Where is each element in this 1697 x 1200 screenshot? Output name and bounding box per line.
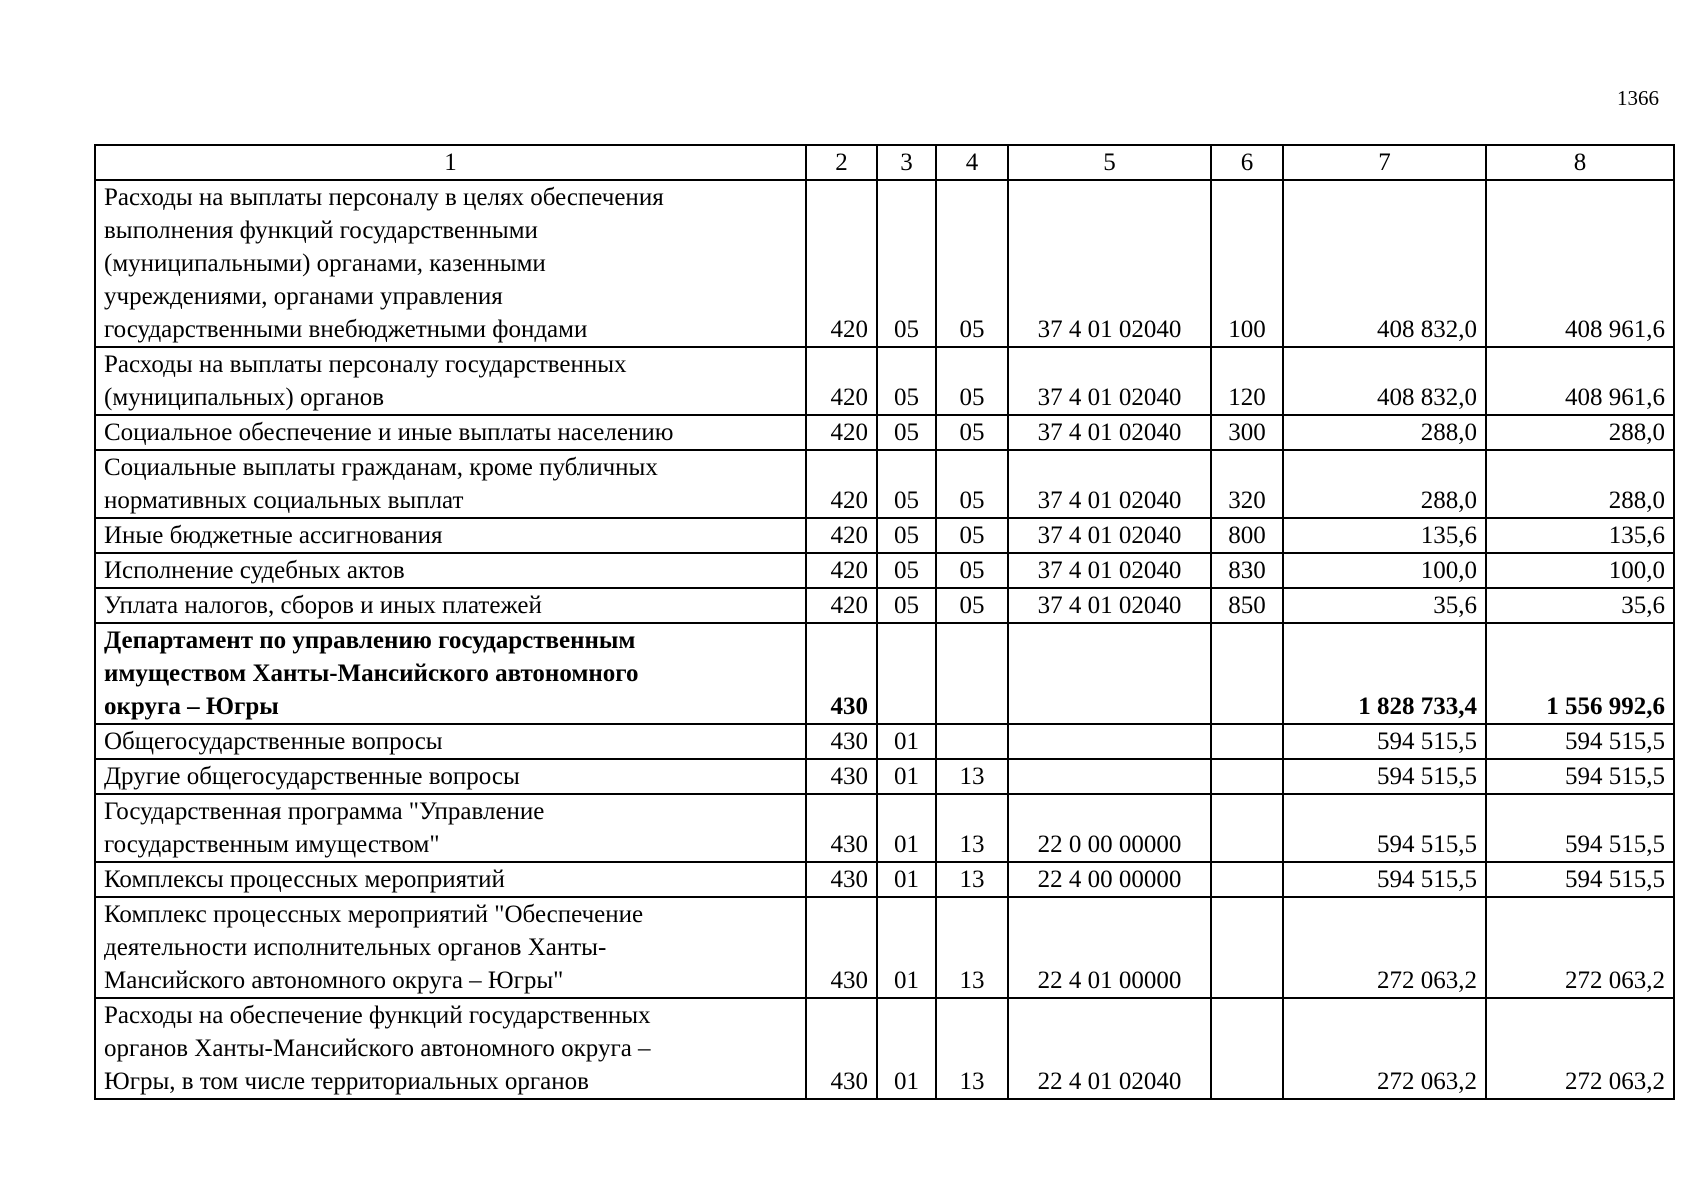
- amount-year1-cell: 594 515,5: [1283, 759, 1486, 794]
- subsection-cell: [936, 724, 1008, 759]
- amount-year2-cell: 272 063,2: [1486, 897, 1674, 998]
- subsection-cell: 05: [936, 347, 1008, 415]
- amount-year1-cell: 35,6: [1283, 588, 1486, 623]
- amount-year2-cell: 594 515,5: [1486, 862, 1674, 897]
- expense-type-cell: [1211, 794, 1283, 862]
- admin-code-cell: 420: [806, 588, 877, 623]
- table-row: [95, 180, 1674, 347]
- item-name-cell: [95, 347, 806, 415]
- subsection-cell: 13: [936, 998, 1008, 1099]
- admin-code-cell: 430: [806, 897, 877, 998]
- item-name-cell: [95, 998, 806, 1099]
- amount-year1-cell: 594 515,5: [1283, 794, 1486, 862]
- item-name-cell: [95, 724, 806, 759]
- item-name-line: имуществом Ханты-Мансийского автономного: [104, 660, 639, 687]
- subsection-cell: [936, 623, 1008, 724]
- section-cell: 05: [877, 518, 936, 553]
- target-article-cell: 22 4 01 02040: [1008, 998, 1211, 1099]
- expense-type-cell: 120: [1211, 347, 1283, 415]
- item-name-cell: [95, 897, 806, 998]
- section-cell: 05: [877, 450, 936, 518]
- expense-type-cell: 830: [1211, 553, 1283, 588]
- table-row: [95, 588, 1674, 623]
- admin-code-cell: 420: [806, 347, 877, 415]
- item-name-line: Расходы на обеспечение функций государственных: [104, 1002, 651, 1029]
- target-article-cell: [1008, 759, 1211, 794]
- item-name-line: органов Ханты-Мансийского автономного округа –: [104, 1035, 651, 1062]
- admin-code-cell: 420: [806, 518, 877, 553]
- item-name-line: округа – Югры: [104, 693, 279, 720]
- subsection-cell: 05: [936, 415, 1008, 450]
- section-cell: 05: [877, 553, 936, 588]
- amount-year2-cell: 594 515,5: [1486, 724, 1674, 759]
- amount-year2-cell: 35,6: [1486, 588, 1674, 623]
- item-name-line: деятельности исполнительных органов Ханты-: [104, 934, 607, 961]
- header-cell: 6: [1211, 145, 1283, 180]
- target-article-cell: [1008, 724, 1211, 759]
- expense-type-cell: [1211, 897, 1283, 998]
- amount-year1-cell: 135,6: [1283, 518, 1486, 553]
- item-name-cell: [95, 518, 806, 553]
- target-article-cell: 22 0 00 00000: [1008, 794, 1211, 862]
- expense-type-cell: [1211, 623, 1283, 724]
- section-cell: 01: [877, 862, 936, 897]
- amount-year1-cell: 1 828 733,4: [1283, 623, 1486, 724]
- amount-year1-cell: 100,0: [1283, 553, 1486, 588]
- expense-type-cell: [1211, 862, 1283, 897]
- section-cell: [877, 623, 936, 724]
- item-name-line: Государственная программа "Управление: [104, 798, 545, 825]
- target-article-cell: 22 4 00 00000: [1008, 862, 1211, 897]
- table-row: [95, 794, 1674, 862]
- table-row: [95, 347, 1674, 415]
- amount-year1-cell: 594 515,5: [1283, 724, 1486, 759]
- target-article-cell: 37 4 01 02040: [1008, 450, 1211, 518]
- table-row: [95, 623, 1674, 724]
- table-row: [95, 897, 1674, 998]
- amount-year2-cell: 408 961,6: [1486, 347, 1674, 415]
- expense-type-cell: 800: [1211, 518, 1283, 553]
- target-article-cell: 37 4 01 02040: [1008, 347, 1211, 415]
- item-name-line: Уплата налогов, сборов и иных платежей: [104, 592, 542, 619]
- target-article-cell: 37 4 01 02040: [1008, 180, 1211, 347]
- subsection-cell: 05: [936, 180, 1008, 347]
- admin-code-cell: 420: [806, 180, 877, 347]
- expense-type-cell: 100: [1211, 180, 1283, 347]
- table-row: [95, 862, 1674, 897]
- item-name-line: Другие общегосударственные вопросы: [104, 763, 520, 790]
- item-name-line: государственными внебюджетными фондами: [104, 316, 588, 343]
- amount-year2-cell: 1 556 992,6: [1486, 623, 1674, 724]
- expense-type-cell: [1211, 724, 1283, 759]
- item-name-line: (муниципальных) органов: [104, 384, 385, 411]
- table-row: [95, 450, 1674, 518]
- amount-year2-cell: 100,0: [1486, 553, 1674, 588]
- amount-year2-cell: 135,6: [1486, 518, 1674, 553]
- item-name-cell: [95, 623, 806, 724]
- table-row: [95, 415, 1674, 450]
- amount-year2-cell: 594 515,5: [1486, 794, 1674, 862]
- item-name-line: (муниципальными) органами, казенными: [104, 250, 546, 277]
- amount-year2-cell: 288,0: [1486, 450, 1674, 518]
- item-name-line: Комплексы процессных мероприятий: [104, 866, 505, 893]
- section-cell: 01: [877, 724, 936, 759]
- admin-code-cell: 420: [806, 450, 877, 518]
- header-cell: 7: [1283, 145, 1486, 180]
- item-name-line: государственным имуществом": [104, 831, 440, 858]
- header-cell: 8: [1486, 145, 1674, 180]
- item-name-line: Комплекс процессных мероприятий "Обеспечение: [104, 901, 644, 928]
- item-name-line: Социальные выплаты гражданам, кроме публичных: [104, 454, 658, 481]
- subsection-cell: 13: [936, 759, 1008, 794]
- expense-type-cell: [1211, 998, 1283, 1099]
- expense-type-cell: 850: [1211, 588, 1283, 623]
- table-row: [95, 724, 1674, 759]
- amount-year1-cell: 408 832,0: [1283, 180, 1486, 347]
- section-cell: 05: [877, 347, 936, 415]
- budget-table: [94, 144, 1675, 1100]
- target-article-cell: 37 4 01 02040: [1008, 415, 1211, 450]
- target-article-cell: 22 4 01 00000: [1008, 897, 1211, 998]
- expense-type-cell: 320: [1211, 450, 1283, 518]
- header-cell: 4: [936, 145, 1008, 180]
- item-name-line: Расходы на выплаты персоналу государственных: [104, 351, 627, 378]
- item-name-cell: [95, 794, 806, 862]
- section-cell: 05: [877, 180, 936, 347]
- subsection-cell: 13: [936, 862, 1008, 897]
- amount-year2-cell: 594 515,5: [1486, 759, 1674, 794]
- item-name-line: выполнения функций государственными: [104, 217, 538, 244]
- amount-year1-cell: 272 063,2: [1283, 897, 1486, 998]
- subsection-cell: 05: [936, 450, 1008, 518]
- admin-code-cell: 420: [806, 415, 877, 450]
- admin-code-cell: 430: [806, 623, 877, 724]
- item-name-cell: [95, 862, 806, 897]
- admin-code-cell: 430: [806, 794, 877, 862]
- item-name-cell: [95, 588, 806, 623]
- header-cell: 5: [1008, 145, 1211, 180]
- section-cell: 01: [877, 759, 936, 794]
- amount-year1-cell: 288,0: [1283, 450, 1486, 518]
- admin-code-cell: 430: [806, 862, 877, 897]
- header-cell: 3: [877, 145, 936, 180]
- item-name-line: Югры, в том числе территориальных органов: [104, 1068, 589, 1095]
- item-name-line: нормативных социальных выплат: [104, 487, 464, 514]
- subsection-cell: 05: [936, 588, 1008, 623]
- amount-year1-cell: 288,0: [1283, 415, 1486, 450]
- subsection-cell: 13: [936, 897, 1008, 998]
- target-article-cell: [1008, 623, 1211, 724]
- section-cell: 05: [877, 415, 936, 450]
- amount-year2-cell: 272 063,2: [1486, 998, 1674, 1099]
- admin-code-cell: 430: [806, 998, 877, 1099]
- admin-code-cell: 420: [806, 553, 877, 588]
- target-article-cell: 37 4 01 02040: [1008, 588, 1211, 623]
- item-name-line: Расходы на выплаты персоналу в целях обеспечения: [104, 184, 664, 211]
- item-name-line: Исполнение судебных актов: [104, 557, 405, 584]
- item-name-line: Социальное обеспечение и иные выплаты населению: [104, 419, 674, 446]
- amount-year2-cell: 288,0: [1486, 415, 1674, 450]
- item-name-cell: [95, 180, 806, 347]
- amount-year1-cell: 408 832,0: [1283, 347, 1486, 415]
- section-cell: 05: [877, 588, 936, 623]
- table-row: [95, 759, 1674, 794]
- target-article-cell: 37 4 01 02040: [1008, 553, 1211, 588]
- amount-year1-cell: 272 063,2: [1283, 998, 1486, 1099]
- section-cell: 01: [877, 897, 936, 998]
- item-name-line: Мансийского автономного округа – Югры": [104, 967, 564, 994]
- item-name-line: Иные бюджетные ассигнования: [104, 522, 443, 549]
- subsection-cell: 13: [936, 794, 1008, 862]
- subsection-cell: 05: [936, 518, 1008, 553]
- table-row: [95, 518, 1674, 553]
- section-cell: 01: [877, 998, 936, 1099]
- item-name-cell: [95, 553, 806, 588]
- table-row: [95, 998, 1674, 1099]
- amount-year1-cell: 594 515,5: [1283, 862, 1486, 897]
- page-number: 1366: [1617, 86, 1659, 110]
- item-name-line: Общегосударственные вопросы: [104, 728, 443, 755]
- item-name-line: учреждениями, органами управления: [104, 283, 503, 310]
- expense-type-cell: [1211, 759, 1283, 794]
- header-row: [95, 145, 1674, 180]
- amount-year2-cell: 408 961,6: [1486, 180, 1674, 347]
- header-cell: 1: [95, 145, 806, 180]
- table-row: [95, 553, 1674, 588]
- admin-code-cell: 430: [806, 759, 877, 794]
- target-article-cell: 37 4 01 02040: [1008, 518, 1211, 553]
- item-name-line: Департамент по управлению государственным: [104, 627, 636, 654]
- admin-code-cell: 430: [806, 724, 877, 759]
- subsection-cell: 05: [936, 553, 1008, 588]
- header-cell: 2: [806, 145, 877, 180]
- item-name-cell: [95, 450, 806, 518]
- expense-type-cell: 300: [1211, 415, 1283, 450]
- item-name-cell: [95, 759, 806, 794]
- section-cell: 01: [877, 794, 936, 862]
- item-name-cell: [95, 415, 806, 450]
